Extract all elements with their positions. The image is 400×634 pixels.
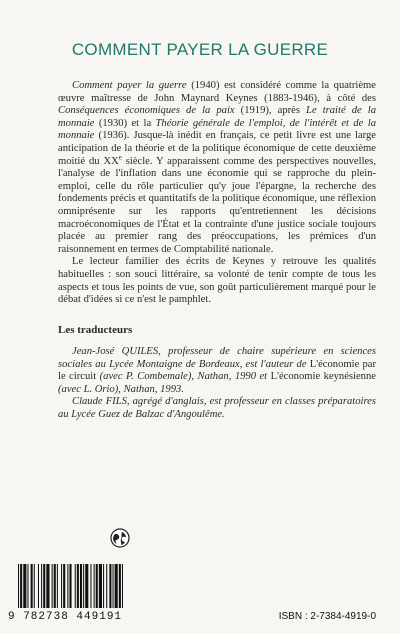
barcode-bar [31,564,33,608]
barcode-bar [77,564,79,608]
barcode-bar [80,564,82,608]
book-title: L'économie keynésienne [270,371,376,383]
barcode-bar [85,564,88,608]
barcode-bar [83,564,84,608]
barcode-bar [67,564,68,608]
barcode-bar [20,564,22,608]
barcode-bar [23,564,26,608]
translator-bio-quiles: Jean-José QUILES, professeur de chaire supérieure en sciences sociales au Lycée Montaigne de Bordeaux, est l'auteur de L'économie par le circuit (avec P. Combemale), Nathan, 1990 et L'économie keynésienne (avec L. Orio), Nathan, 1993. [58,346,376,395]
barcode-bar [63,564,65,608]
translators-heading: Les traducteurs [58,324,133,336]
description [58,80,376,307]
work-title: Conséquences économiques de la paix [58,105,235,117]
barcode-bar [75,564,76,608]
page-title: COMMENT PAYER LA GUERRE [71,40,329,59]
description-paragraph-1: Comment payer la guerre (1940) est considéré comme la quatrième œuvre maîtresse de John Maynard Keynes (1883-1946), à côté des Conséquences économiques de la paix (1919), après Le traité de la monnaie (1930) et la Théorie générale de l'emploi, de l'intérêt et de la monnaie (1936). Jusque-là inédit en français, ce petit livre est une large anticipation de la théorie et de la politique économique de cette deuxième moitié du XXe siècle. Y apparaissent comme des perspectives nouvelles, l'analyse de l'inflation dans une économie qui se rapproche du plein-emploi, celle du rôle particulier qu'y joue l'épargne, la recherche des fondements précis et quantitatifs de la politique économique, une réflexion omniprésente sur les rapports qu'entretiennent les décisions macroéconomiques de l'État et la contrainte d'une justice sociale toujours placée au premier rang des préoccupations, les prémices d'un raisonnement en termes de Comptabilité nationale. [58,80,376,255]
barcode-bar [38,564,39,608]
barcode-bar [99,564,102,608]
barcode-bar [46,564,49,608]
barcode-bar [122,564,123,608]
barcode-bar [94,564,95,608]
barcode-bar [27,564,28,608]
translator-bio-fils: Claude FILS, agrégé d'anglais, est professeur en classes préparatoires au Lycée Guez de Balzac d'Angoulême. [58,396,376,420]
description-paragraph-2: Le lecteur familier des écrits de Keynes y retrouve les qualités habituelles : son souci littéraire, sa volonté de tenir compte de tous les aspects et tous les points de vue, son goût particulièrement marqué pour le débat d'idées si ce n'est le pamphlet. [58,256,376,306]
barcode-bar [18,564,19,608]
barcode-bar [103,564,104,608]
translators-bios [58,346,376,422]
barcode-bar [106,564,107,608]
barcode-bar [61,564,62,608]
barcode-bar [113,564,114,608]
barcode-bar [54,564,56,608]
barcode-bar [69,564,71,608]
work-title: Théorie générale de l'emploi, de l'intérêt et de la monnaie [58,117,376,142]
barcode-bar [34,564,35,608]
barcode-number: 9 782738 449191 [8,611,123,623]
barcode-bar [41,564,42,608]
barcode-bar [52,564,53,608]
barcode-bar [119,564,121,608]
publisher-globe-logo-icon [110,528,130,548]
book-title: L'économie par le circuit [58,358,376,383]
barcode-bar [57,564,58,608]
work-title: Le traité de la monnaie [58,105,376,129]
work-title: Comment payer la guerre [72,80,187,91]
isbn: ISBN : 2-7384-4919-0 [278,611,376,622]
barcode-bar [115,564,118,608]
barcode-bar [109,564,111,608]
barcode-bar [43,564,45,608]
barcode-bar [96,564,98,608]
barcode-bar [90,564,91,608]
